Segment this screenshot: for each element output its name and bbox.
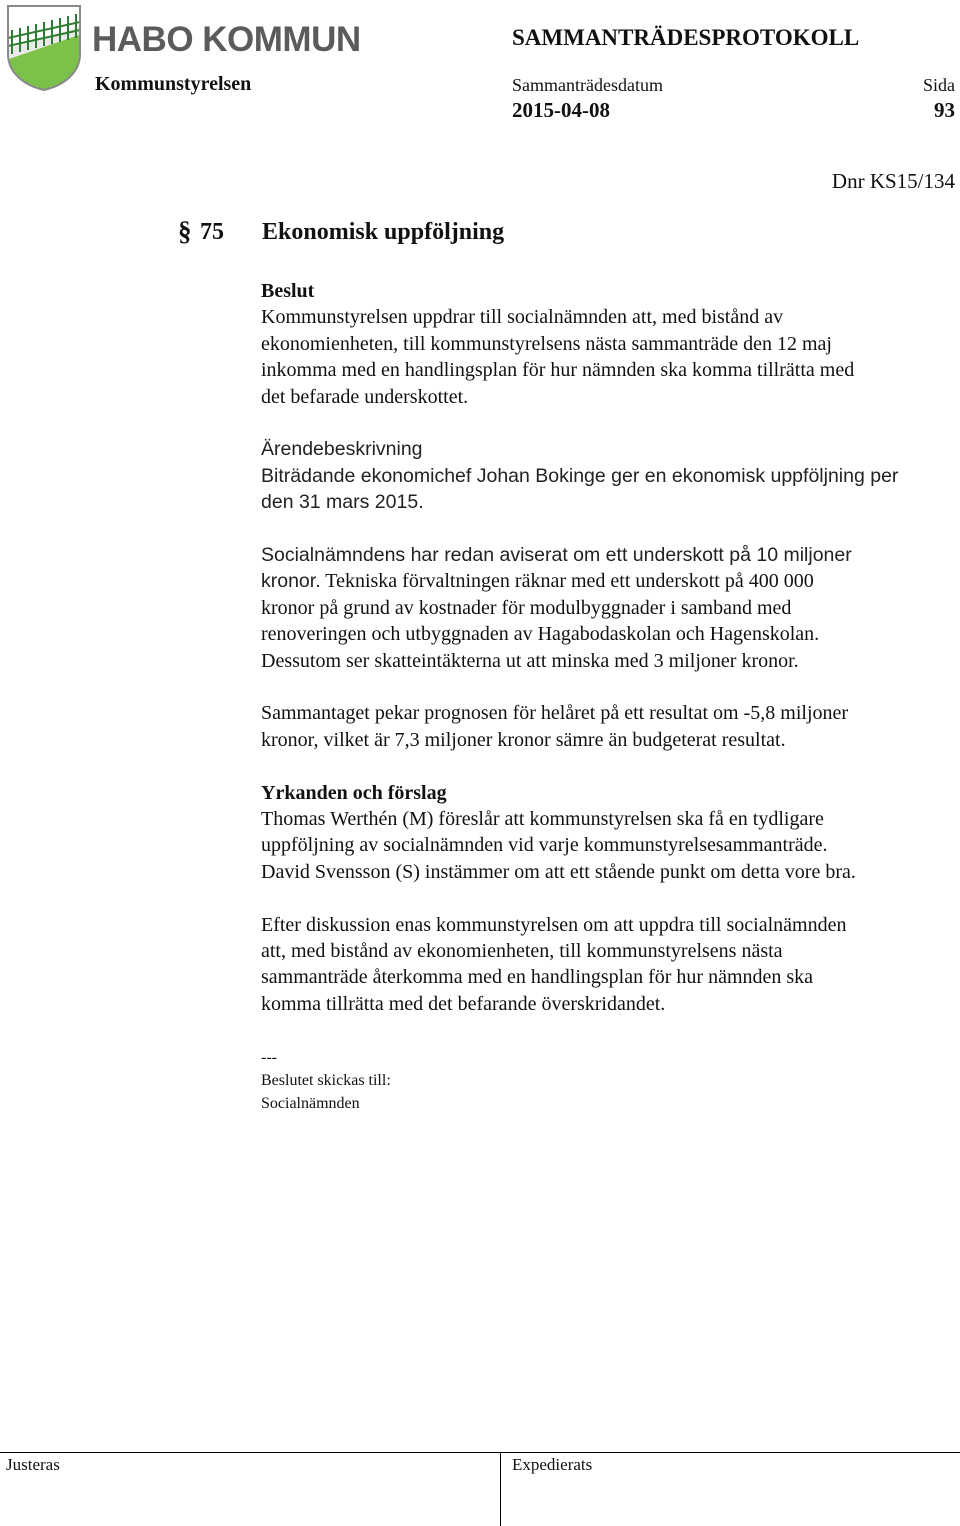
- text-line: Thomas Werthén (M) föreslår att kommunstyrelsen ska få en tydligare: [261, 808, 824, 831]
- arendebeskrivning-intro: [261, 463, 956, 516]
- text-line: inkomma med en handlingsplan för hur nämnden ska komma tillrätta med: [261, 359, 855, 382]
- expedierats-field-label: Expedierats: [512, 1455, 593, 1474]
- page-number: 93: [934, 98, 955, 122]
- document-type-title: SAMMANTRÄDESPROTOKOLL: [512, 25, 860, 50]
- text-line: Dessutom ser skatteintäkterna ut att minska med 3 miljoner kronor.: [261, 649, 799, 672]
- text-line: Efter diskussion enas kommunstyrelsen om att uppdra till socialnämnden: [261, 913, 847, 936]
- section-title: Ekonomisk uppföljning: [262, 219, 505, 245]
- section-number: 75: [200, 219, 224, 245]
- text-line: den 31 mars 2015.: [261, 491, 424, 514]
- text-line: uppföljning av socialnämnden vid varje kommunstyrelsesammanträde.: [261, 834, 828, 857]
- committee-name: Kommunstyrelsen: [95, 73, 252, 95]
- distribution-list: [261, 1046, 391, 1115]
- yrkanden-heading: Yrkanden och förslag: [261, 781, 447, 804]
- text-line: det befarade underskottet.: [261, 385, 469, 408]
- text-line: Sammantaget pekar prognosen för helåret på ett resultat om -5,8 miljoner: [261, 702, 849, 725]
- text-line: ekonomienheten, till kommunstyrelsens nästa sammanträde den 12 maj: [261, 332, 832, 355]
- brand-name: HABO KOMMUN: [92, 20, 361, 59]
- footer-column-divider: [500, 1452, 501, 1526]
- decision-summary: [261, 912, 956, 1018]
- meeting-date-value: 2015-04-08: [512, 98, 610, 122]
- justeras-field-label: Justeras: [6, 1455, 60, 1474]
- text-line: Socialnämndens har redan aviserat om ett underskott på 10 miljoner: [261, 544, 852, 567]
- yrkanden-text: [261, 806, 956, 885]
- text-line: Biträdande ekonomichef Johan Bokinge ger en ekonomisk uppföljning per: [261, 464, 899, 487]
- distribution-label: Beslutet skickas till:: [261, 1072, 391, 1089]
- meeting-date-label: Sammanträdesdatum: [512, 75, 663, 95]
- text-line: att, med bistånd av ekonomienheten, till kommunstyrelsens nästa: [261, 940, 783, 963]
- text-line: komma tillrätta med det befarande överskridandet.: [261, 992, 666, 1015]
- text-line: sammanträde återkomma med en handlingsplan för hur nämnden ska: [261, 966, 814, 989]
- page-label: Sida: [922, 75, 955, 95]
- habo-coat-of-arms-icon: [6, 4, 82, 92]
- case-number: Dnr KS15/134: [831, 169, 955, 193]
- footer-divider: [0, 1452, 960, 1453]
- text-line: renoveringen och utbyggnaden av Hagabodaskolan och Hagenskolan.: [261, 623, 820, 646]
- text-line: kronor.: [261, 570, 321, 593]
- protocol-body: [261, 278, 956, 1017]
- text-line: kronor på grund av kostnader för modulbyggnader i samband med: [261, 596, 792, 619]
- text-line: Tekniska förvaltningen räknar med ett underskott på 400 000: [320, 570, 814, 593]
- text-line: kronor, vilket är 7,3 miljoner kronor sämre än budgeterat resultat.: [261, 728, 786, 751]
- arendebeskrivning-details: [261, 542, 956, 674]
- beslut-text: [261, 304, 956, 410]
- beslut-heading: Beslut: [261, 280, 315, 302]
- distribution-recipient: Socialnämnden: [261, 1095, 360, 1112]
- prognosis-text: [261, 700, 956, 753]
- text-line: David Svensson (S) instämmer om att ett stående punkt om detta vore bra.: [261, 860, 856, 883]
- separator: ---: [261, 1049, 277, 1066]
- section-symbol: §: [178, 216, 192, 246]
- arendebeskrivning-heading: Ärendebeskrivning: [261, 438, 423, 461]
- text-line: Kommunstyrelsen uppdrar till socialnämnden att, med bistånd av: [261, 306, 784, 329]
